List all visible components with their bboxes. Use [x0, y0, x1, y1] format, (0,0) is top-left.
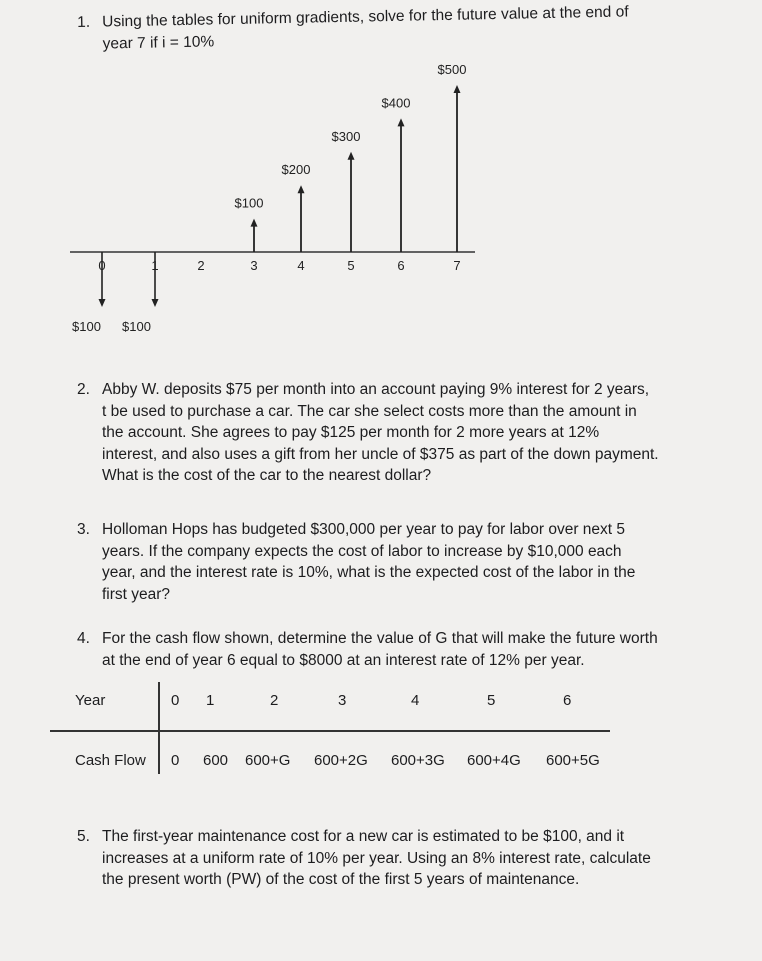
- table-cell-year: 1: [206, 692, 215, 709]
- question-text: [102, 1, 629, 54]
- table-cell-cash-flow: 600: [203, 752, 229, 769]
- table-cell-year: 3: [338, 692, 347, 709]
- question-line: the account. She agrees to pay $125 per month for 2 more years at 12%: [102, 424, 600, 441]
- table-cell-year: 5: [487, 692, 496, 709]
- question-line: For the cash flow shown, determine the value of G that will make the future worth: [102, 630, 658, 647]
- question-line: at the end of year 6 equal to $8000 at an interest rate of 12% per year.: [102, 651, 585, 669]
- question-line: the present worth (PW) of the cost of the first 5 years of maintenance.: [102, 871, 580, 888]
- question-number: 3.: [77, 521, 90, 538]
- table-cell-cash-flow: 600+5G: [546, 752, 600, 769]
- question-line: Using the tables for uniform gradients, solve for the future value at the end of: [102, 3, 629, 31]
- table-cell-year: 0: [171, 692, 180, 709]
- table-cell-cash-flow: 600+G: [245, 752, 291, 769]
- period-label: 0: [98, 258, 106, 273]
- table-cell-cash-flow: 600+3G: [391, 752, 445, 769]
- table-cell-cash-flow: 600+4G: [467, 752, 521, 769]
- question-line: interest, and also uses a gift from her uncle of $375 as part of the down payment.: [102, 445, 659, 463]
- cash-inflow-label: $500: [437, 62, 467, 77]
- question-text: [102, 519, 635, 605]
- question-line: first year?: [102, 585, 171, 603]
- period-label: 7: [453, 258, 461, 273]
- table-cell-year: 6: [563, 692, 572, 709]
- arrowhead-up: [454, 85, 461, 93]
- question-number: 1.: [77, 13, 91, 31]
- table-cell-cash-flow: 600+2G: [314, 752, 368, 769]
- cash-outflow-label: $100: [122, 319, 151, 334]
- period-label: 3: [250, 258, 258, 273]
- table-cell-year: 2: [270, 692, 279, 709]
- question-text: [102, 826, 651, 891]
- period-label: 6: [397, 258, 405, 273]
- table-header-year: Year: [75, 692, 106, 709]
- cash-inflow-label: $300: [331, 128, 361, 144]
- cash-outflow-label: $100: [72, 319, 101, 334]
- period-label: 1: [151, 258, 159, 273]
- arrowhead-down: [99, 299, 106, 307]
- arrowhead-up: [398, 118, 405, 126]
- question-line: year 7 if i = 10%: [102, 32, 215, 53]
- cash-inflow-label: $400: [381, 95, 411, 111]
- arrowhead-up: [298, 185, 305, 193]
- table-vertical-rule: [158, 682, 160, 774]
- arrowhead-up: [251, 219, 258, 227]
- question-number: 2.: [77, 381, 90, 398]
- table-header-cash-flow: Cash Flow: [75, 752, 146, 769]
- question-line: Abby W. deposits $75 per month into an account paying 9% interest for 2 years,: [102, 381, 650, 398]
- question-text: [102, 628, 658, 671]
- question-number: 4.: [77, 630, 90, 647]
- question-line: The first-year maintenance cost for a new car is estimated to be $100, and it: [102, 828, 625, 845]
- question-line: Holloman Hops has budgeted $300,000 per year to pay for labor over next 5: [102, 521, 626, 538]
- question-text: [102, 379, 659, 487]
- table-horizontal-rule: [50, 730, 610, 732]
- table-cell-year: 4: [411, 692, 420, 709]
- arrowhead-up: [348, 152, 355, 160]
- period-label: 2: [197, 258, 205, 273]
- question-number: 5.: [77, 828, 90, 845]
- question-line: year, and the interest rate is 10%, what is the expected cost of the labor in the: [102, 564, 636, 581]
- question-line: years. If the company expects the cost of labor to increase by $10,000 each: [102, 542, 622, 560]
- period-label: 5: [347, 258, 355, 273]
- arrowhead-down: [152, 299, 159, 307]
- table-cell-cash-flow: 0: [171, 752, 180, 769]
- question-line: t be used to purchase a car. The car she select costs more than the amount in: [102, 402, 637, 420]
- cash-inflow-label: $100: [234, 195, 264, 211]
- question-line: increases at a uniform rate of 10% per year. Using an 8% interest rate, calculate: [102, 849, 651, 867]
- period-label: 4: [297, 258, 305, 273]
- cash-inflow-label: $200: [281, 162, 311, 178]
- question-line: What is the cost of the car to the nearest dollar?: [102, 467, 432, 484]
